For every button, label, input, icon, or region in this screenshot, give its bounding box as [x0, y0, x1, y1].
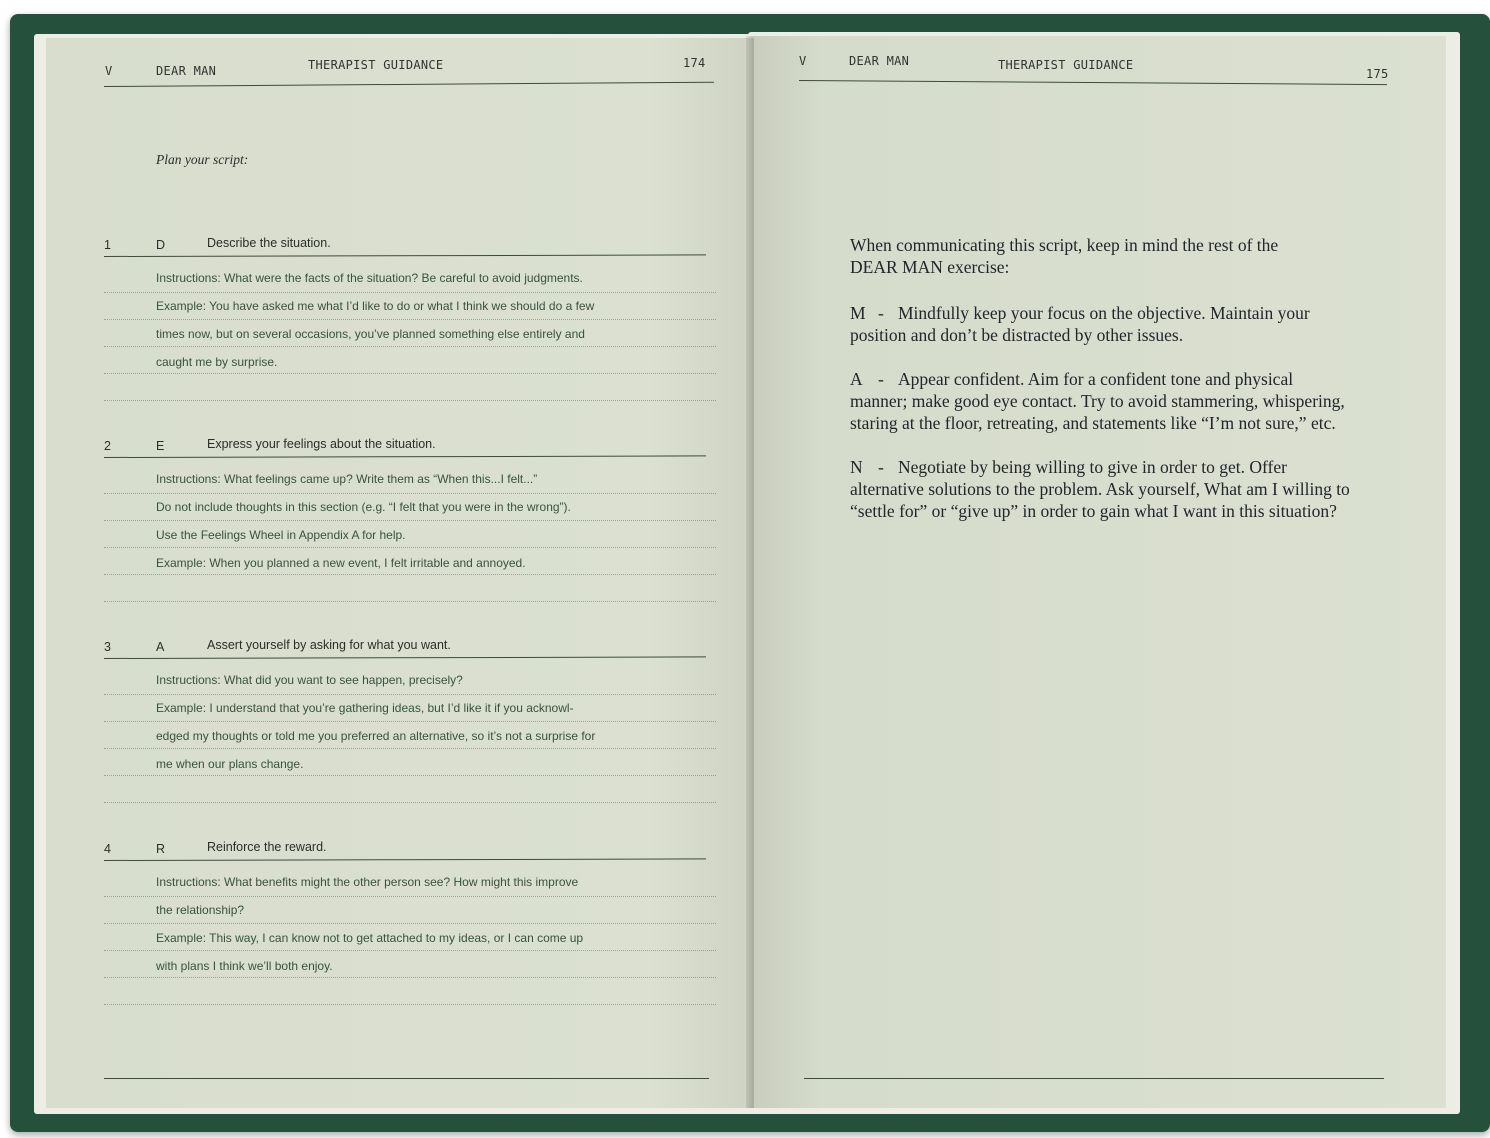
section-number: 4: [104, 842, 111, 856]
dotted-writing-line: [104, 400, 716, 401]
instruction-line: times now, but on several occasions, you’ve planned something else entirely and: [156, 327, 585, 341]
instruction-line: Instructions: What benefits might the other person see? How might this improve: [156, 875, 579, 889]
item-dash: -: [878, 303, 884, 323]
section-letter: E: [156, 439, 165, 453]
guidance-intro: When communicating this script, keep in mind the rest of the DEAR MAN exercise:: [850, 235, 1279, 277]
header-rule: [799, 80, 1387, 85]
section-title: Reinforce the reward.: [207, 840, 327, 854]
dotted-writing-line: [104, 802, 716, 803]
instruction-line: Example: This way, I can know not to get attached to my ideas, or I can come up: [156, 931, 584, 945]
header-subtitle: THERAPIST GUIDANCE: [998, 58, 1134, 72]
item-letter: N: [850, 457, 863, 477]
item-letter: M: [850, 303, 866, 323]
section-rule: [104, 656, 706, 659]
instruction-line: me when our plans change.: [156, 757, 304, 771]
header-page-number: 174: [683, 56, 706, 70]
guidance-item-a: [850, 368, 1350, 434]
instruction-line: Use the Feelings Wheel in Appendix A for help.: [156, 528, 406, 542]
section-rule: [104, 858, 706, 861]
guidance-item-m: [850, 302, 1350, 346]
section-number: 3: [104, 640, 111, 654]
section-rule: [104, 254, 706, 257]
header-subtitle: THERAPIST GUIDANCE: [308, 58, 444, 72]
section-title: Express your feelings about the situation.: [207, 437, 436, 451]
dotted-writing-line: [104, 1004, 716, 1005]
section-title: Describe the situation.: [207, 236, 331, 250]
header-title: DEAR MAN: [849, 54, 910, 68]
left-page: [46, 38, 758, 1108]
item-dash: -: [878, 457, 884, 477]
instruction-line: Instructions: What did you want to see happen, precisely?: [156, 673, 463, 687]
intro-text: Plan your script:: [156, 152, 249, 167]
instruction-line: with plans I think we’ll both enjoy.: [156, 959, 333, 973]
instruction-line: Example: When you planned a new event, I felt irritable and annoyed.: [156, 556, 526, 570]
item-text: Negotiate by being willing to give in order to get. Offer alternative solutions to the problem. Ask yourself, What am I willing to “settle for” or “give up” in order to gain what I want in this situation?: [850, 457, 1350, 521]
header-page-number: 175: [1366, 67, 1389, 81]
header-rule: [104, 82, 714, 87]
guidance-items: [850, 302, 1350, 522]
item-text: Mindfully keep your focus on the objective. Maintain your position and don’t be distracted by other issues.: [850, 303, 1310, 345]
section-rule: [104, 455, 706, 458]
instruction-line: Do not include thoughts in this section (e.g. “I felt that you were in the wrong”).: [156, 500, 571, 514]
section-title: Assert yourself by asking for what you want.: [207, 638, 451, 652]
section-letter: A: [156, 640, 165, 654]
instruction-line: Instructions: What were the facts of the situation? Be careful to avoid judgments.: [156, 271, 583, 285]
header-section-number: V: [799, 54, 807, 68]
header-title: DEAR MAN: [156, 64, 217, 78]
instruction-line: Instructions: What feelings came up? Write them as “When this...I felt...”: [156, 472, 538, 486]
instruction-line: caught me by surprise.: [156, 355, 278, 369]
footer-rule: [104, 1078, 709, 1079]
instruction-line: Example: You have asked me what I’d like to do or what I think we should do a few: [156, 299, 595, 313]
right-page: [754, 36, 1446, 1108]
section-letter: D: [156, 238, 166, 252]
guidance-item-n: [850, 456, 1350, 522]
section-number: 2: [104, 439, 111, 453]
footer-rule: [804, 1078, 1384, 1079]
item-dash: -: [878, 369, 884, 389]
header-section-number: V: [105, 64, 113, 78]
dotted-writing-line: [104, 601, 716, 602]
instruction-line: edged my thoughts or told me you preferred an alternative, so it’s not a surprise for: [156, 729, 596, 743]
item-letter: A: [850, 369, 863, 389]
instruction-line: the relationship?: [156, 903, 245, 917]
section-letter: R: [156, 842, 166, 856]
instruction-line: Example: I understand that you’re gathering ideas, but I’d like it if you acknowl-: [156, 701, 574, 715]
section-number: 1: [104, 238, 111, 252]
item-text: Appear confident. Aim for a confident tone and physical manner; make good eye contact. Try to avoid stammering, whispering, staring at the floor, retreating, and statements like “I’m not sure,” etc.: [850, 369, 1345, 433]
